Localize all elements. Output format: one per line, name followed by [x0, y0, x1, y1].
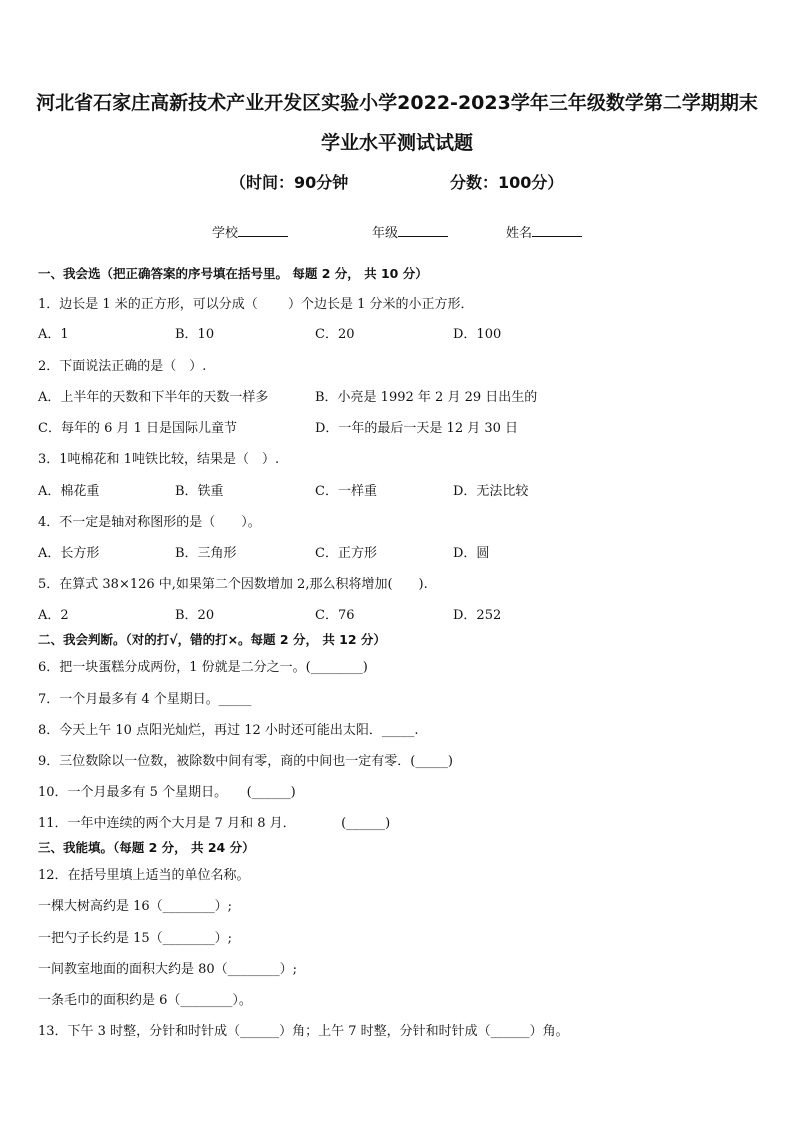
q2-option-a: A．上半年的天数和下半年的天数一样多: [38, 390, 269, 405]
section-2-heading: 二、我会判断。（对的打√，错的打×。每题 2 分， 共 12 分）: [38, 632, 386, 647]
grade-label: 年级: [372, 226, 399, 241]
q1-option-a: A．1: [38, 327, 69, 342]
question-3: 3．1吨棉花和 1吨铁比较，结果是（ ）.: [38, 452, 280, 467]
q1-option-d: D．100: [453, 327, 502, 342]
exam-score: 分数：100分）: [450, 173, 564, 192]
question-12-a: 一棵大树高约是 16（________）;: [38, 899, 233, 914]
grade-field: [372, 222, 448, 241]
q1-option-c: C．20: [315, 327, 355, 342]
q2-option-d: D．一年的最后一天是 12 月 30 日: [315, 421, 519, 436]
question-4: 4．不一定是轴对称图形的是（ ）。: [38, 515, 261, 530]
question-12-b: 一把勺子长约是 15（________）;: [38, 931, 233, 946]
q2-option-c: C．每年的 6 月 1 日是国际儿童节: [38, 421, 238, 436]
question-10: 10．一个月最多有 5 个星期日。 (______): [38, 785, 296, 800]
q5-option-a: A．2: [38, 608, 69, 623]
question-1: 1．边长是 1 米的正方形，可以分成（ ）个边长是 1 分米的小正方形．: [38, 297, 474, 312]
question-11: 11．一年中连续的两个大月是 7 月和 8 月． (______): [38, 816, 391, 831]
section-1-heading: 一、我会选（把正确答案的序号填在括号里。 每题 2 分， 共 10 分）: [38, 266, 428, 281]
section-3-heading: 三、我能填。（每题 2 分， 共 24 分）: [38, 840, 255, 855]
exam-time: （时间：90分钟: [230, 173, 349, 192]
q5-option-b: B．20: [175, 608, 215, 623]
exam-title-line1: 河北省石家庄高新技术产业开发区实验小学2022-2023学年三年级数学第二学期期末: [36, 92, 758, 114]
exam-title-line2: 学业水平测试试题: [320, 132, 473, 154]
question-13: 13．下午 3 时整，分针和时针成（______）角；上午 7 时整，分针和时针成（______）角。: [38, 1024, 569, 1039]
q3-option-d: D．无法比较: [453, 484, 529, 499]
q1-option-b: B．10: [175, 327, 215, 342]
question-12-d: 一条毛巾的面积约是 6（________）。: [38, 993, 252, 1008]
q2-option-b: B．小亮是 1992 年 2 月 29 日出生的: [315, 390, 538, 405]
name-label: 姓名: [506, 226, 533, 241]
grade-blank[interactable]: [398, 224, 448, 237]
q5-option-c: C．76: [315, 608, 355, 623]
question-6: 6．把一块蛋糕分成两份，1 份就是二分之一。(________): [38, 660, 368, 675]
question-7: 7．一个月最多有 4 个星期日。_____: [38, 692, 252, 707]
q5-option-d: D．252: [453, 608, 502, 623]
q3-option-a: A．棉花重: [38, 484, 100, 499]
school-field: [212, 222, 288, 241]
question-12: 12．在括号里填上适当的单位名称。: [38, 868, 250, 883]
name-field: [506, 222, 582, 241]
q4-option-d: D．圆: [453, 546, 490, 561]
q3-option-b: B．铁重: [175, 484, 224, 499]
question-9: 9．三位数除以一位数，被除数中间有零，商的中间也一定有零．(_____): [38, 754, 453, 769]
school-label: 学校: [212, 226, 239, 241]
q4-option-b: B．三角形: [175, 546, 237, 561]
question-5: 5．在算式 38×126 中,如果第二个因数增加 2,那么积将增加( ).: [38, 577, 428, 592]
question-8: 8．今天上午 10 点阳光灿烂，再过 12 小时还可能出太阳．_____.: [38, 723, 419, 738]
school-blank[interactable]: [238, 224, 288, 237]
q3-option-c: C．一样重: [315, 484, 377, 499]
name-blank[interactable]: [532, 224, 582, 237]
q4-option-c: C．正方形: [315, 546, 377, 561]
question-2: 2．下面说法正确的是（ ）.: [38, 359, 207, 374]
q4-option-a: A．长方形: [38, 546, 100, 561]
question-12-c: 一间教室地面的面积大约是 80（________）;: [38, 962, 298, 977]
